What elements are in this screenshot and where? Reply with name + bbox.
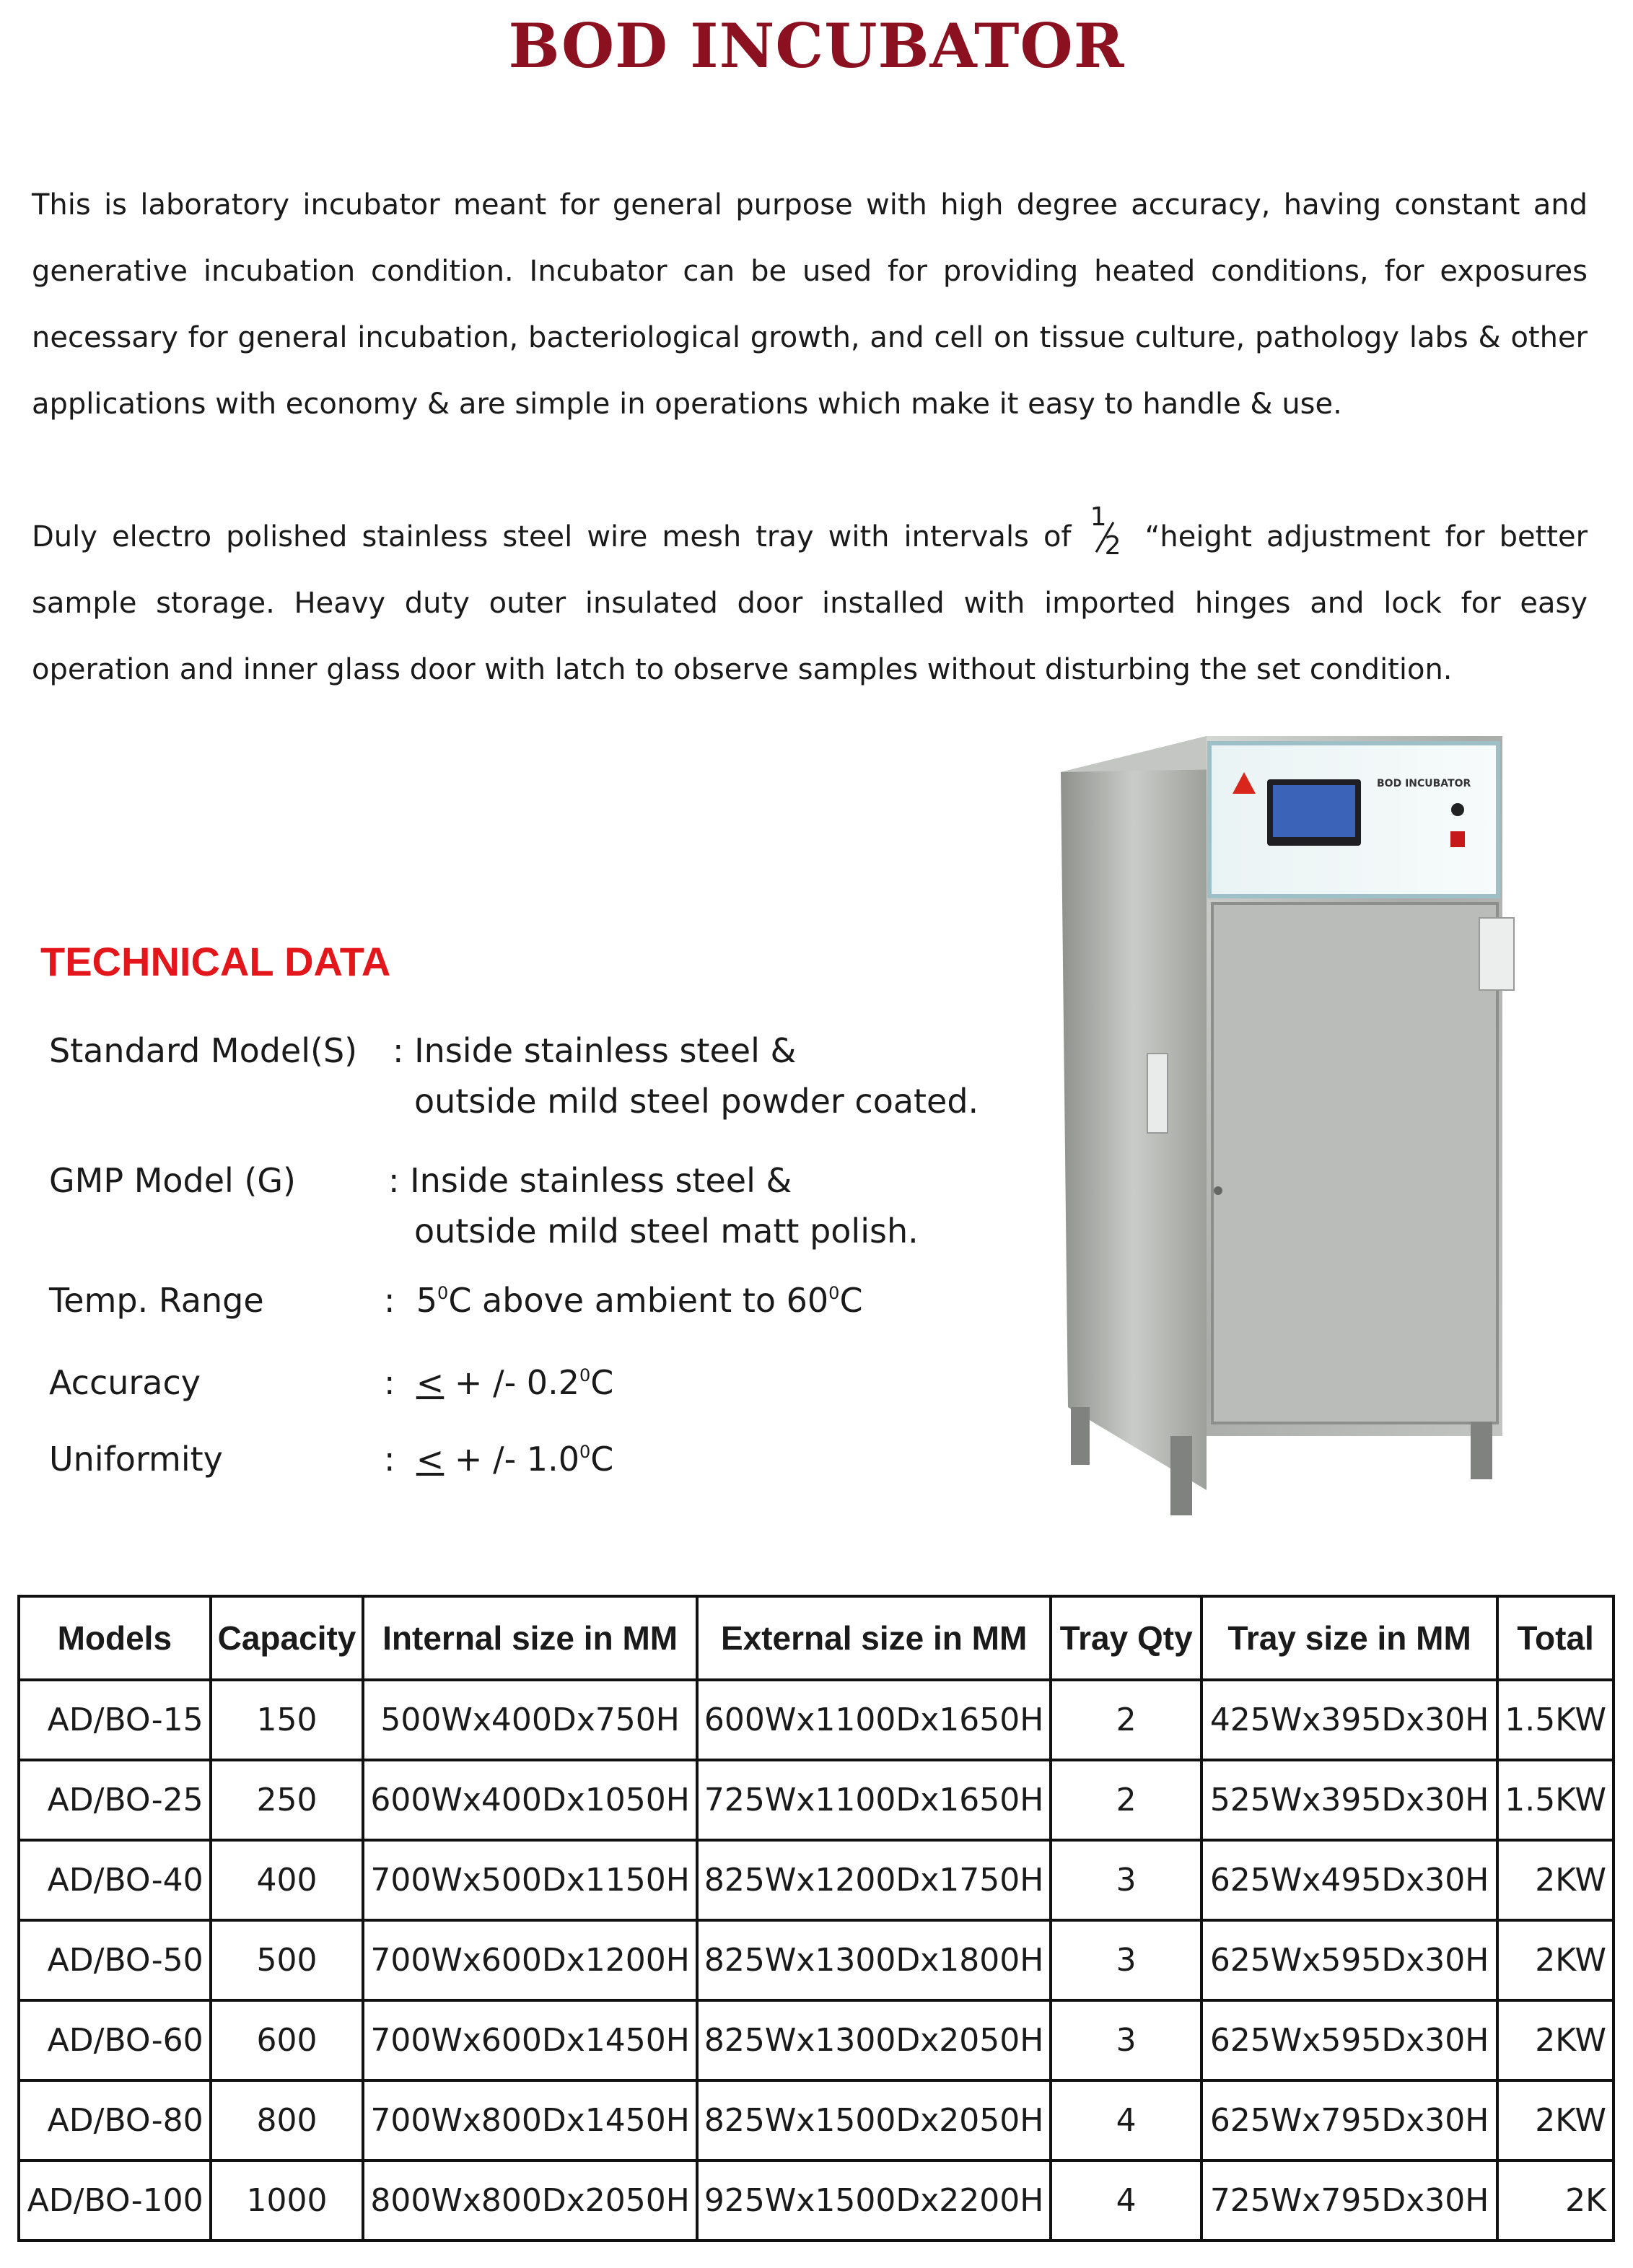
col-header-external-size: External size in MM (697, 1596, 1051, 1680)
gmp-model-value-1: : Inside stainless steel & (388, 1161, 792, 1200)
accuracy-label: Accuracy (49, 1363, 201, 1402)
col-header-models: Models (19, 1596, 211, 1680)
cabinet-side (1061, 736, 1207, 1490)
cell-internal-size: 700Wx500Dx1150H (363, 1840, 697, 1920)
col-header-total: Total (1497, 1596, 1614, 1680)
door-lock-icon (1214, 1186, 1222, 1195)
cell-tray-qty: 4 (1051, 2160, 1201, 2241)
cell-model: AD/BO-40 (19, 1840, 211, 1920)
table-row (19, 1760, 1614, 1840)
description-p2-end: “height adjustment for better sample storage. Heavy duty outer insulated door installed with imported hinges and lock for easy operation and inner glass door with latch to observe samples without disturbing the set condition. (32, 520, 1588, 686)
cell-tray-size: 525Wx395Dx30H (1201, 1760, 1497, 1840)
col-header-internal-size: Internal size in MM (363, 1596, 697, 1680)
description-p2-start: Duly electro polished stainless steel wire mesh tray with intervals of (32, 520, 1072, 553)
half-fraction (1086, 502, 1131, 561)
accuracy-colon: : (384, 1363, 395, 1402)
page-title: BOD INCUBATOR (508, 10, 1125, 82)
cabinet-leg (1170, 1436, 1192, 1515)
table-row (19, 2000, 1614, 2080)
cell-capacity: 600 (211, 2000, 364, 2080)
door-latch (1479, 918, 1514, 990)
standard-model-label: Standard Model(S) (49, 1031, 358, 1070)
cell-external-size: 600Wx1100Dx1650H (697, 1680, 1051, 1760)
temp-range-min: 5 (416, 1281, 438, 1320)
table-header-row (19, 1596, 1614, 1680)
uniformity-value (384, 1439, 613, 1485)
indicator-knob-icon (1451, 803, 1464, 816)
cell-capacity: 400 (211, 1840, 364, 1920)
col-header-tray-qty: Tray Qty (1051, 1596, 1201, 1680)
uniformity-unit: C (590, 1440, 614, 1479)
gmp-model-label: GMP Model (G) (49, 1161, 296, 1200)
cell-total: 1.5KW (1497, 1760, 1614, 1840)
cell-tray-size: 425Wx395Dx30H (1201, 1680, 1497, 1760)
power-switch-icon (1450, 831, 1465, 847)
accuracy-number: + /- 0.2 (444, 1363, 579, 1402)
cell-total: 2K (1497, 2160, 1614, 2241)
cell-internal-size: 500Wx400Dx750H (363, 1680, 697, 1760)
temp-range-value (384, 1280, 863, 1326)
degree-sign: 0 (437, 1283, 449, 1303)
cell-capacity: 150 (211, 1680, 364, 1760)
cell-external-size: 825Wx1200Dx1750H (697, 1840, 1051, 1920)
standard-model-value-1: : Inside stainless steel & (393, 1031, 797, 1070)
cell-tray-qty: 3 (1051, 2000, 1201, 2080)
cell-tray-size: 725Wx795Dx30H (1201, 2160, 1497, 2241)
cell-total: 2KW (1497, 2000, 1614, 2080)
touch-screen-display (1273, 785, 1355, 837)
cell-total: 2KW (1497, 2080, 1614, 2160)
table-row (19, 2160, 1614, 2241)
temp-range-colon: : (384, 1281, 395, 1320)
table-row (19, 2080, 1614, 2160)
cell-model: AD/BO-25 (19, 1760, 211, 1840)
fraction-numerator: 1 (1090, 502, 1107, 532)
accuracy-value (384, 1362, 613, 1409)
cabinet-leg (1071, 1407, 1090, 1465)
cell-tray-qty: 2 (1051, 1680, 1201, 1760)
uniformity-colon: : (384, 1440, 395, 1479)
degree-sign: 0 (579, 1365, 591, 1385)
cell-tray-qty: 3 (1051, 1920, 1201, 2000)
cell-capacity: 800 (211, 2080, 364, 2160)
description-paragraph-2 (32, 504, 1588, 703)
cell-tray-size: 625Wx495Dx30H (1201, 1840, 1497, 1920)
gmp-model-value-2: outside mild steel matt polish. (414, 1212, 919, 1251)
cell-model: AD/BO-60 (19, 2000, 211, 2080)
cabinet-leg (1471, 1422, 1492, 1479)
side-handle (1147, 1054, 1168, 1133)
models-table (17, 1595, 1615, 2242)
uniformity-number: + /- 1.0 (444, 1440, 579, 1479)
cell-capacity: 500 (211, 1920, 364, 2000)
cell-internal-size: 800Wx800Dx2050H (363, 2160, 697, 2241)
table-row (19, 1680, 1614, 1760)
cell-internal-size: 700Wx800Dx1450H (363, 2080, 697, 2160)
cell-total: 2KW (1497, 1920, 1614, 2000)
cell-tray-qty: 3 (1051, 1840, 1201, 1920)
less-equal-sign: < (416, 1363, 445, 1402)
cell-tray-qty: 4 (1051, 2080, 1201, 2160)
accuracy-unit: C (590, 1363, 614, 1402)
temp-range-unit: C (839, 1281, 863, 1320)
cell-capacity: 1000 (211, 2160, 364, 2241)
cell-capacity: 250 (211, 1760, 364, 1840)
cabinet-door (1212, 903, 1497, 1423)
cell-external-size: 725Wx1100Dx1650H (697, 1760, 1051, 1840)
temp-range-text: C above ambient to 60 (448, 1281, 829, 1320)
technical-data-heading: TECHNICAL DATA (40, 939, 391, 984)
cell-external-size: 825Wx1300Dx1800H (697, 1920, 1051, 2000)
less-equal-sign: < (416, 1440, 445, 1479)
cell-internal-size: 600Wx400Dx1050H (363, 1760, 697, 1840)
cell-model: AD/BO-100 (19, 2160, 211, 2241)
cell-tray-size: 625Wx595Dx30H (1201, 1920, 1497, 2000)
cell-tray-qty: 2 (1051, 1760, 1201, 1840)
cell-external-size: 925Wx1500Dx2200H (697, 2160, 1051, 2241)
temp-range-label: Temp. Range (49, 1281, 264, 1320)
cell-internal-size: 700Wx600Dx1200H (363, 1920, 697, 2000)
standard-model-value-2: outside mild steel powder coated. (414, 1082, 979, 1121)
cell-tray-size: 625Wx795Dx30H (1201, 2080, 1497, 2160)
table-row (19, 1920, 1614, 2000)
cell-tray-size: 625Wx595Dx30H (1201, 2000, 1497, 2080)
description-paragraph-1: This is laboratory incubator meant for general purpose with high degree accuracy, having constant and generative incubation condition. Incubator can be used for providing heated conditions, for exposures necessary for general incubation, bacteriological growth, and cell on tissue culture, pathology labs & other applications with economy & are simple in operations which make it easy to handle & use. (32, 188, 1588, 421)
cell-model: AD/BO-50 (19, 1920, 211, 2000)
table-row (19, 1840, 1614, 1920)
panel-label: BOD INCUBATOR (1377, 778, 1471, 789)
degree-sign: 0 (828, 1283, 840, 1303)
cell-total: 1.5KW (1497, 1680, 1614, 1760)
incubator-product-image (1039, 714, 1544, 1530)
degree-sign: 0 (579, 1442, 591, 1462)
cell-model: AD/BO-80 (19, 2080, 211, 2160)
cell-total: 2KW (1497, 1840, 1614, 1920)
cell-external-size: 825Wx1500Dx2050H (697, 2080, 1051, 2160)
col-header-tray-size: Tray size in MM (1201, 1596, 1497, 1680)
fraction-denominator: 2 (1104, 531, 1121, 561)
col-header-capacity: Capacity (211, 1596, 364, 1680)
uniformity-label: Uniformity (49, 1440, 223, 1479)
cell-internal-size: 700Wx600Dx1450H (363, 2000, 697, 2080)
cell-external-size: 825Wx1300Dx2050H (697, 2000, 1051, 2080)
cell-model: AD/BO-15 (19, 1680, 211, 1760)
